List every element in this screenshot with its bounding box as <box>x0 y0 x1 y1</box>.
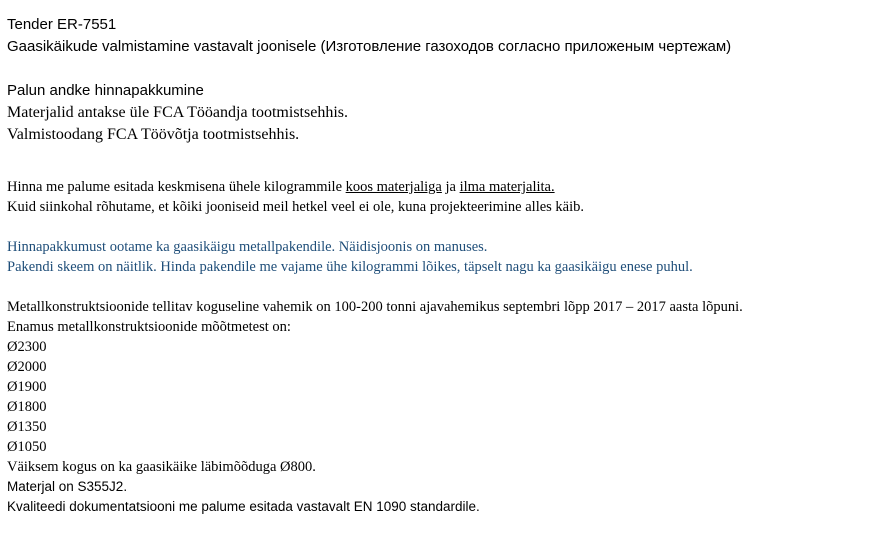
dimension-item: Ø1800 <box>7 399 47 415</box>
pricing-mid: ja <box>441 179 460 195</box>
dimensions-intro: Enamus metallkonstruktsioonide mõõtmetest on: <box>7 319 291 335</box>
quality-docs-note: Kvaliteedi dokumentatsiooni me palume esitada vastavalt EN 1090 standardile. <box>7 499 480 514</box>
pricing-prefix: Hinna me palume esitada keskmisena ühele kilogrammile <box>7 179 346 195</box>
dimension-item: Ø1900 <box>7 379 47 395</box>
without-material-text: ilma materjalita. <box>459 179 555 195</box>
dimension-item: Ø1350 <box>7 419 47 435</box>
dimension-item: Ø1050 <box>7 439 47 455</box>
packaging-note: Pakendi skeem on näitlik. Hinda pakendile me vajame ühe kilogrammi lõikes, täpselt nagu ka gaasikäigu enese puhul. <box>7 259 693 275</box>
spacer <box>7 217 869 237</box>
tender-id: Tender ER-7551 <box>7 16 117 33</box>
materials-handover: Materjalid antakse üle FCA Tööandja tootmistsehhis. <box>7 104 348 121</box>
dimension-item: Ø2000 <box>7 359 47 375</box>
smaller-diameter-note: Väiksem kogus on ka gaasikäike läbimõõduga Ø800. <box>7 459 316 475</box>
request-title: Palun andke hinnapakkumine <box>7 82 204 99</box>
material-grade: Materjal on S355J2. <box>7 479 128 494</box>
spacer <box>7 146 869 177</box>
packaging-request: Hinnapakkumust ootame ka gaasikäigu metallpakendile. Näidisjoonis on manuses. <box>7 239 488 255</box>
spacer <box>7 277 869 297</box>
tender-subject: Gaasikäikude valmistamine vastavalt joonisele (Изготовление газоходов согласно приложеным чертежам) <box>7 38 732 55</box>
spacer <box>7 58 869 80</box>
document-body <box>7 14 869 517</box>
pricing-line <box>7 177 869 197</box>
dimension-item: Ø2300 <box>7 339 47 355</box>
volume-range: Metallkonstruktsioonide tellitav koguseline vahemik on 100-200 tonni ajavahemikus septembri lõpp 2017 – 2017 aasta lõpuni. <box>7 299 743 315</box>
with-material-text: koos materjaliga <box>345 179 442 195</box>
finished-goods-delivery: Valmistoodang FCA Töövõtja tootmistsehhis. <box>7 126 300 143</box>
drawings-note: Kuid siinkohal rõhutame, et kõiki jooniseid meil hetkel veel ei ole, kuna projekteerimine alles käib. <box>7 199 585 215</box>
